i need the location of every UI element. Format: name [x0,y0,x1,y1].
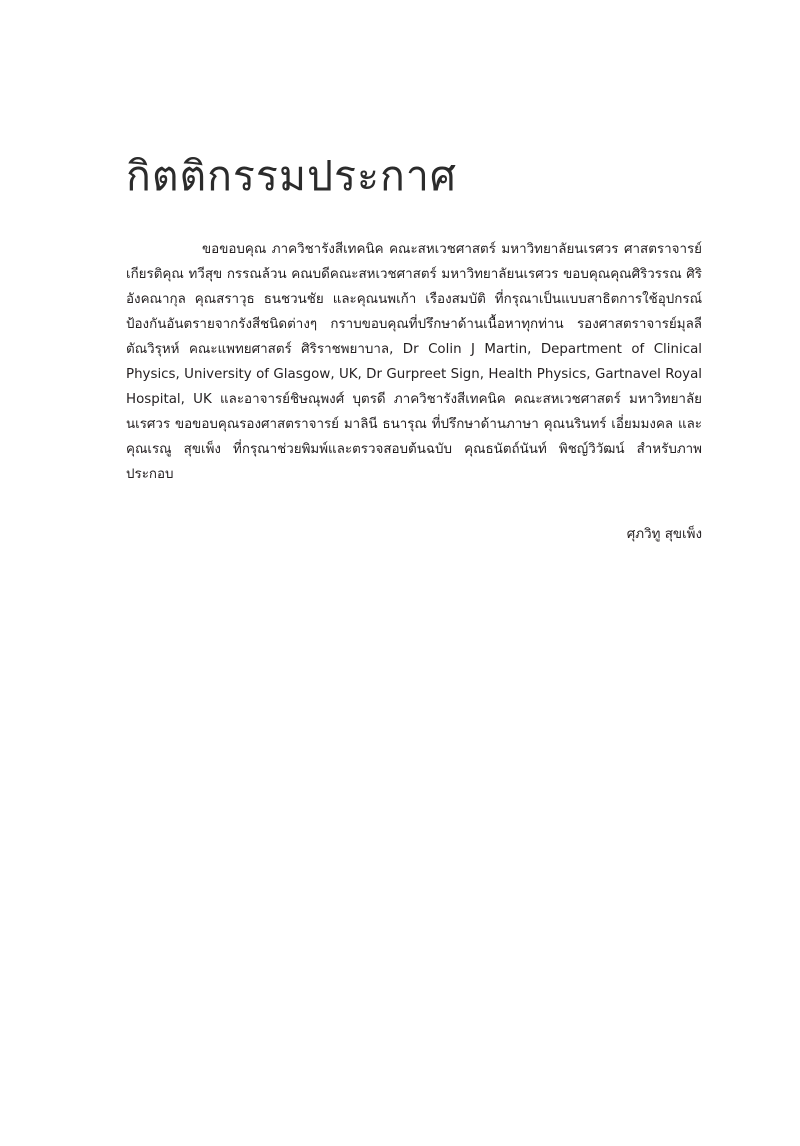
acknowledgement-body [126,237,702,487]
acknowledgement-paragraph: ขอขอบคุณ ภาควิชารังสีเทคนิค คณะสหเวชศาสตร์ มหาวิทยาลัยนเรศวร ศาสตราจารย์เกียรติคุณ ทวีสุข กรรณล้วน คณบดีคณะสหเวชศาสตร์ มหาวิทยาลัยนเรศวร ขอบคุณคุณศิริวรรณ ศิริอังคณากุล คุณสราวุธ ธนชวนชัย และคุณนพเก้า เรืองสมบัติ ที่กรุณาเป็นแบบสาธิตการใช้อุปกรณ์ป้องกันอันตรายจากรังสีชนิดต่างๆ กราบขอบคุณที่ปรึกษาด้านเนื้อหาทุกท่าน รองศาสตราจารย์มุลลี ตัณวิรุหห์ คณะแพทยศาสตร์ ศิริราชพยาบาล, Dr Colin J Martin, Department of Clinical Physics, University of Glasgow, UK, Dr Gurpreet Sign, Health Physics, Gartnavel Royal Hospital, UK และอาจารย์ชิษณุพงศ์ บุตรดี ภาควิชารังสีเทคนิค คณะสหเวชศาสตร์ มหาวิทยาลัยนเรศวร ขอขอบคุณรองศาสตราจารย์ มาลินี ธนารุณ ที่ปรึกษาด้านภาษา คุณนรินทร์ เอี่ยมมงคล และคุณเรณู สุขเพ็ง ที่กรุณาช่วยพิมพ์และตรวจสอบต้นฉบับ คุณธนัตถ์นันท์ พิชญ์วิวัฒน์ สำหรับภาพประกอบ [126,242,702,482]
author-signature: ศุภวิทู สุขเพ็ง [626,527,702,542]
page-title: กิตติกรรมประกาศ [126,152,457,200]
